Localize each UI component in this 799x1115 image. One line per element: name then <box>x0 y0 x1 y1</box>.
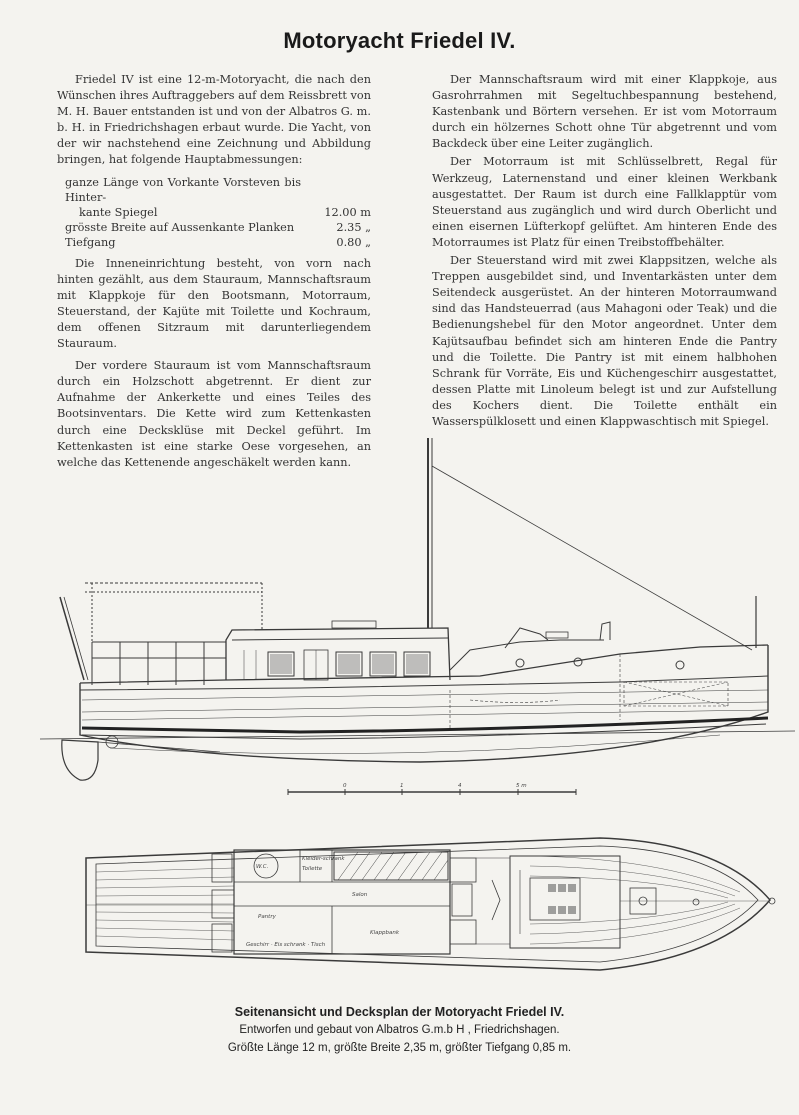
scale-tick-label: 1 <box>400 783 404 789</box>
room-label: Pantry <box>258 914 276 920</box>
room-label: Toilette <box>302 866 323 872</box>
figure-caption-title: Seitenansicht und Decksplan der Motoryacht Friedel IV. <box>234 1005 565 1019</box>
deck-plan <box>86 838 775 970</box>
paragraph: Friedel IV ist eine 12-m-Motoryacht, die nach den Wünschen ihres Auftraggebers auf dem Reissbrett von M. H. Bauer entstanden ist und von der Albatros G. m. b. H. in Friedrichshagen erbaut wurde. Die Yacht, von der wir nachstehend eine Zeichnung und Abbildung bringen, hat folgende Hauptabmessungen: <box>57 73 372 167</box>
room-label: Geschirr · Eis schrank · Tisch <box>246 942 326 948</box>
dimension-label: grösste Breite auf Aussenkante Planken <box>65 220 295 234</box>
dimension-label: ganze Länge von Vorkante Vorsteven bis Hinter- <box>65 175 301 204</box>
paragraph: Der Steuerstand wird mit zwei Klappsitzen, welche als Treppen ausgebildet sind, und Inventarkästen unter dem Seitendeck ausgerüstet. An der hinteren Motorraumwand sind das Handsteuerrad (aus Mahagoni oder Teak) und die Bedienungshebel für den Motor angeordnet. Unter dem Kajütsaufbau befindet sich am hinteren Ende die Pantry und die Toilette. Die Pantry ist mit einem halbhohen Schrank für Vorräte, Eis und Küchengeschirr ausgestattet, dessen Platte mit Linoleum belegt ist und zur Aufstellung des Kochers dient. Die Toilette enthält ein Wasserspülklosett und einen Klappwaschtisch mit Spiegel. <box>432 254 777 428</box>
paragraph: Der Motorraum ist mit Schlüsselbrett, Regal für Werkzeug, Laternenstand und einer kleinen Werkbank ausgestattet. Der Raum ist durch eine Fallklapptür vom Steuerstand aus zugänglich und wird durch Oberlicht und einen eisernen Lüfterkopf gelüftet. Am hinteren Ende des Motorraumes ist Platz für einen Treibstoffbehälter. <box>432 155 777 249</box>
scale-tick-label: 5 m <box>516 783 527 789</box>
dimension-label: kante Spiegel <box>79 205 158 219</box>
dimension-label: Tiefgang <box>65 235 116 249</box>
paragraph: Die Inneneinrichtung besteht, von vorn nach hinten gezählt, aus dem Stauraum, Mannschaftsraum mit Klappkoje für den Bootsmann, Motorraum, Steuerstand, der Kajüte mit Toilette und Kochraum, dem offenen Sitzraum mit darunterliegendem Stauraum. <box>57 256 371 351</box>
scale-bar <box>288 789 576 795</box>
figure-caption-builder: Entworfen und gebaut von Albatros G.m.b H , Friedrichshagen. <box>239 1024 560 1036</box>
scale-tick-label: 4 <box>458 783 462 789</box>
room-label: Salon <box>352 892 368 898</box>
side-elevation <box>40 438 795 780</box>
dimension-value: 12.00 m <box>324 205 371 219</box>
paragraph: Der vordere Stauraum ist vom Mannschaftsraum durch ein Holzschott abgetrennt. Er dient zur Aufnahme der Ankerkette und eines Teiles des Bootsinventars. Die Kette wird zum Kettenkasten durch eine Decksklüse mit Deckel geführt. Im Kettenkasten ist eine starke Oese vorgesehen, an welche das Kettenende angeschäkelt werden kann. <box>57 359 371 469</box>
dimension-value: 0.80 „ <box>336 235 371 249</box>
room-label: Kleider-schrank <box>302 856 345 862</box>
room-label: W.C. <box>256 864 269 870</box>
page-title: Motoryacht Friedel IV. <box>283 28 516 53</box>
paragraph: Der Mannschaftsraum wird mit einer Klappkoje, aus Gasrohrrahmen mit Segeltuchbespannung bestehend, Kastenbank und Börtern versehen. Er ist vom Motorraum durch ein hölzernes Schott ohne Tür abgetrennt und vom Backdeck über eine Leiter zugänglich. <box>432 73 777 151</box>
figure-caption-dimensions: Größte Länge 12 m, größte Breite 2,35 m, größter Tiefgang 0,85 m. <box>227 1042 572 1054</box>
room-label: Klappbank <box>370 930 400 936</box>
scale-tick-label: 0 <box>343 783 347 789</box>
dimension-value: 2.35 „ <box>336 220 371 234</box>
